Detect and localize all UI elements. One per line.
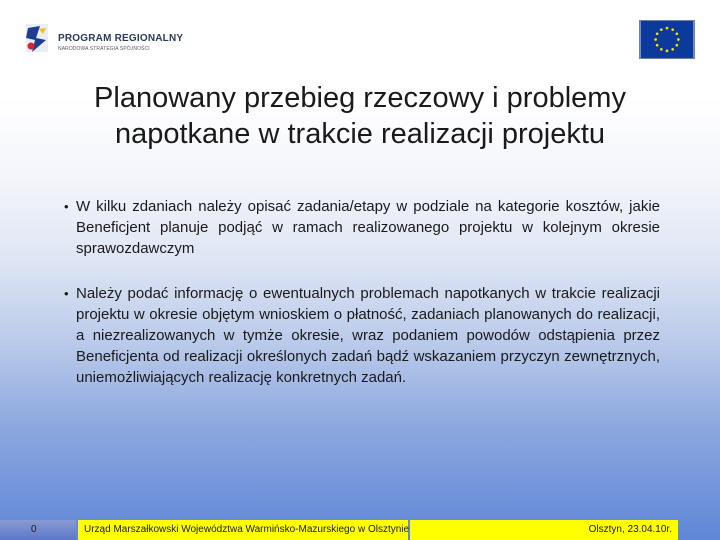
logo-title: PROGRAM REGIONALNY xyxy=(58,33,184,44)
eu-flag-icon xyxy=(639,20,695,59)
eu-star-icon xyxy=(666,50,669,53)
eu-star-icon xyxy=(660,28,663,31)
bullet-text: W kilku zdaniach należy opisać zadania/etapy w podziale na kategorie kosztów, jakie Beneficjent planuje podjąć w ramach realizowanego projektu w kolejnym okresie sprawozdawczym xyxy=(76,198,660,257)
eu-star-icon xyxy=(677,38,680,41)
footer-page-box xyxy=(0,520,76,540)
footer-date: Olsztyn, 23.04.10r. xyxy=(588,524,672,535)
eu-star-icon xyxy=(666,27,669,30)
eu-star-icon xyxy=(671,48,674,51)
bullet-list xyxy=(66,196,660,388)
bullet-item xyxy=(66,283,660,388)
page-number: 0 xyxy=(31,524,37,535)
footer-institution: Urząd Marszałkowski Województwa Warmińsko-Mazurskiego w Olsztynie xyxy=(84,524,410,535)
eu-star-icon xyxy=(660,48,663,51)
program-logo xyxy=(0,0,210,82)
slide-title: Planowany przebieg rzeczowy i problemy napotkane w trakcie realizacji projektu xyxy=(94,82,626,150)
eu-star-icon xyxy=(671,28,674,31)
eu-star-icon xyxy=(656,44,659,47)
bullet-item xyxy=(66,196,660,259)
eu-star-icon xyxy=(676,32,679,35)
footer-institution-box xyxy=(78,520,408,540)
eu-star-icon xyxy=(676,44,679,47)
footer-bar xyxy=(0,520,720,540)
logo-subtitle: NARODOWA STRATEGIA SPÓJNOŚCI xyxy=(58,46,150,52)
bullet-marker: • xyxy=(64,286,69,301)
bullet-marker: • xyxy=(64,199,69,214)
eu-star-icon xyxy=(656,32,659,35)
eu-star-icon xyxy=(654,38,657,41)
footer-date-box xyxy=(410,520,678,540)
program-logo-icon xyxy=(22,18,52,58)
bullet-text: Należy podać informację o ewentualnych problemach napotkanych w trakcie realizacji projektu w okresie objętym wnioskiem o płatność, zadaniach planowanych do realizacji, a niezrealizowanych w tymże okresie, wraz podaniem powodów odstąpienia przez Beneficjenta od realizacji określonych zadań bądź wskazaniem przyczyn zewnętrznych, uniemożliwiających realizację konkretnych zadań. xyxy=(76,285,660,386)
